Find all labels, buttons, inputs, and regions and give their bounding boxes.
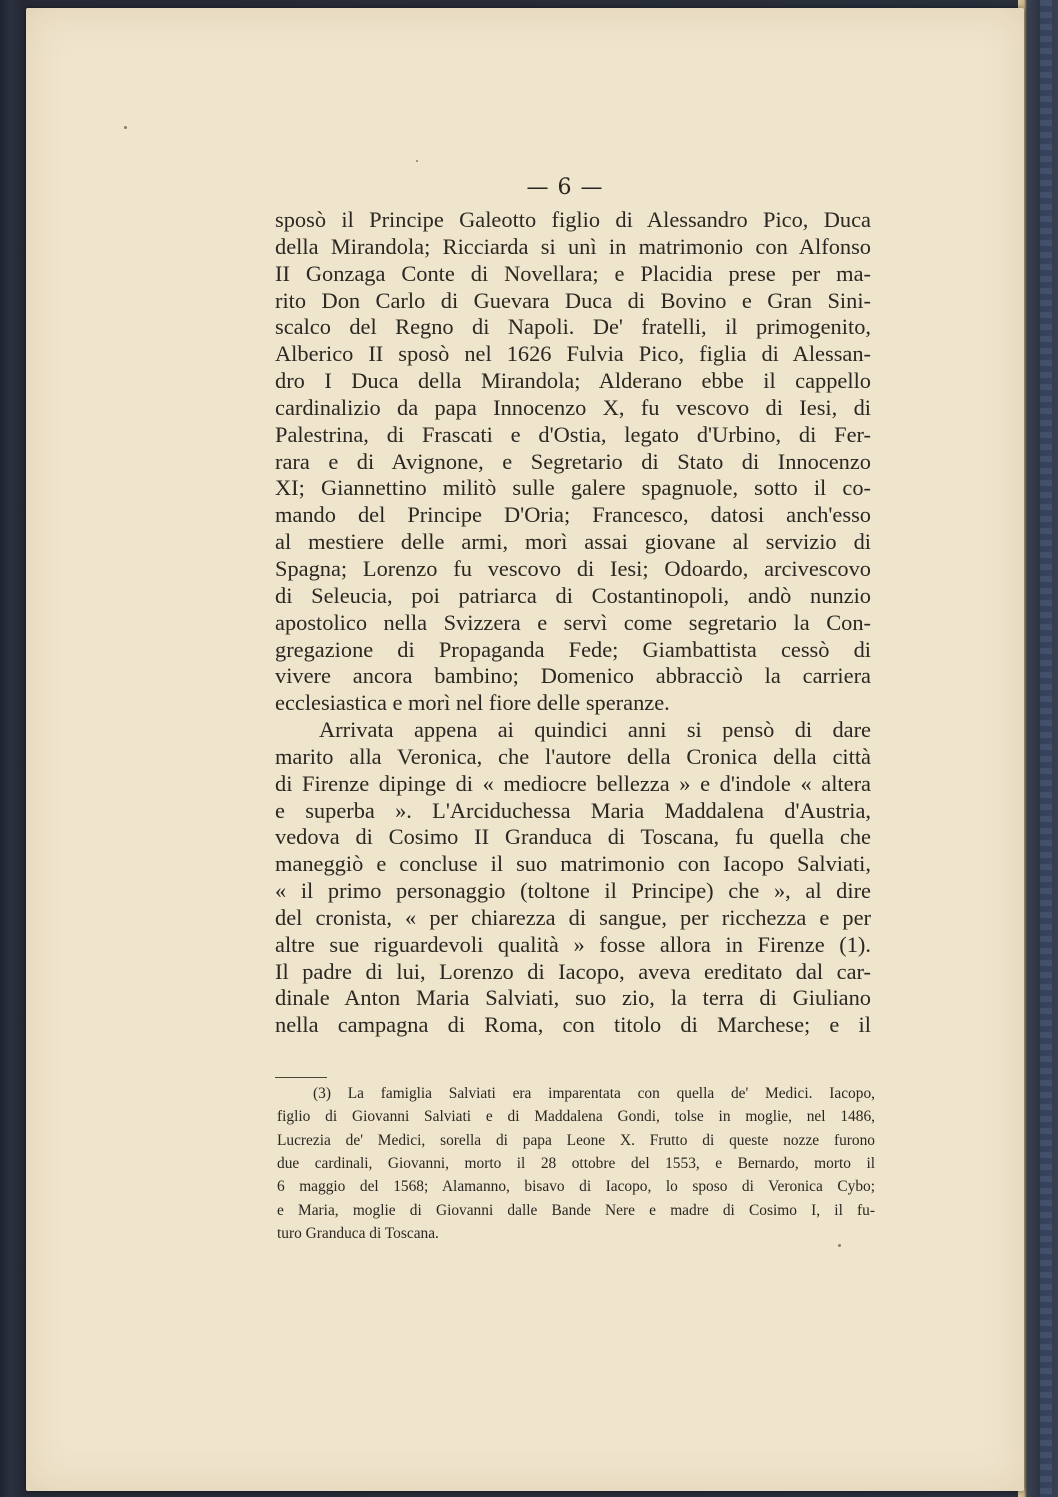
page-number: — 6 — xyxy=(526,175,604,200)
footnote-line: Lucrezia de' Medici, sorella di papa Leone X. Frutto di queste nozze furono xyxy=(277,1131,875,1149)
text-line: marito alla Veronica, che l'autore della Cronica della città xyxy=(275,743,871,769)
body-text xyxy=(275,207,871,1039)
text-line: dinale Anton Maria Salviati, suo zio, la terra di Giuliano xyxy=(275,985,871,1011)
text-line: vivere ancora bambino; Domenico abbracciò la carriera xyxy=(275,663,871,689)
footnote-line: turo Granduca di Toscana. xyxy=(277,1225,439,1243)
text-line: sposò il Principe Galeotto figlio di Alessandro Pico, Duca xyxy=(275,207,871,232)
binding-stripe xyxy=(1040,0,1052,1497)
footnote-line: e Maria, moglie di Giovanni dalle Bande Nere e madre di Cosimo I, il fu- xyxy=(277,1201,875,1219)
paper-speck xyxy=(124,126,127,129)
text-line: Alberico II sposò nel 1626 Fulvia Pico, figlia di Alessan- xyxy=(275,341,871,367)
text-line: rara e di Avignone, e Segretario di Stato di Innocenzo xyxy=(275,448,871,474)
text-line: rito Don Carlo di Guevara Duca di Bovino e Gran Sini- xyxy=(275,287,871,313)
text-line: altre sue riguardevoli qualità » fosse allora in Firenze (1). xyxy=(275,931,871,957)
text-line: di Seleucia, poi patriarca di Costantinopoli, andò nunzio xyxy=(275,582,871,608)
text-line: apostolico nella Svizzera e servì come segretario la Con- xyxy=(275,609,871,635)
text-line: Palestrina, di Frascati e d'Ostia, legato d'Urbino, di Fer- xyxy=(275,421,871,447)
text-line: dro I Duca della Mirandola; Alderano ebbe il cappello xyxy=(275,368,871,394)
text-line: Arrivata appena ai quindici anni si pensò di dare xyxy=(319,717,871,743)
book-binding-edge xyxy=(1018,0,1058,1497)
text-line: scalco del Regno di Napoli. De' fratelli, il primogenito, xyxy=(275,314,871,340)
text-line: e superba ». L'Arciduchessa Maria Maddalena d'Austria, xyxy=(275,797,871,823)
footnote-line: due cardinali, Giovanni, morto il 28 ottobre del 1553, e Bernardo, morto il xyxy=(277,1155,875,1173)
text-line: II Gonzaga Conte di Novellara; e Placidia prese per ma- xyxy=(275,260,871,286)
footnote xyxy=(277,1082,875,1245)
text-line: mando del Principe D'Oria; Francesco, datosi anch'esso xyxy=(275,502,871,528)
text-line: cardinalizio da papa Innocenzo X, fu vescovo di Iesi, di xyxy=(275,394,871,420)
text-line: « il primo personaggio (toltone il Principe) che », al dire xyxy=(275,878,871,904)
text-line: nella campagna di Roma, con titolo di Marchese; e il xyxy=(275,1012,871,1038)
text-line: gregazione di Propaganda Fede; Giambattista cessò di xyxy=(275,636,871,662)
text-line: maneggiò e concluse il suo matrimonio con Iacopo Salviati, xyxy=(275,851,871,877)
text-line: di Firenze dipinge di « mediocre bellezza » e d'indole « altera xyxy=(275,770,871,796)
text-line: della Mirandola; Ricciarda si unì in matrimonio con Alfonso xyxy=(275,233,871,259)
text-line: del cronista, « per chiarezza di sangue, per ricchezza e per xyxy=(275,904,871,930)
text-line: ecclesiastica e morì nel fiore delle speranze. xyxy=(275,690,670,716)
paper-speck xyxy=(416,160,418,162)
text-line: Spagna; Lorenzo fu vescovo di Iesi; Odoardo, arcivescovo xyxy=(275,555,871,581)
footnote-line: 6 maggio del 1568; Alamanno, bisavo di Iacopo, lo sposo di Veronica Cybo; xyxy=(277,1178,875,1196)
text-line: al mestiere delle armi, morì assai giovane al servizio di xyxy=(275,529,871,555)
text-line: vedova di Cosimo II Granduca di Toscana, fu quella che xyxy=(275,824,871,850)
footnote-separator xyxy=(275,1077,327,1078)
footnote-line: figlio di Giovanni Salviati e di Maddalena Gondi, tolse in moglie, nel 1486, xyxy=(277,1108,875,1126)
text-line: XI; Giannettino militò sulle galere spagnuole, sotto il co- xyxy=(275,475,871,501)
footnote-line: (3) La famiglia Salviati era imparentata con quella de' Medici. Iacopo, xyxy=(313,1085,875,1102)
text-line: Il padre di lui, Lorenzo di Iacopo, aveva ereditato dal car- xyxy=(275,958,871,984)
